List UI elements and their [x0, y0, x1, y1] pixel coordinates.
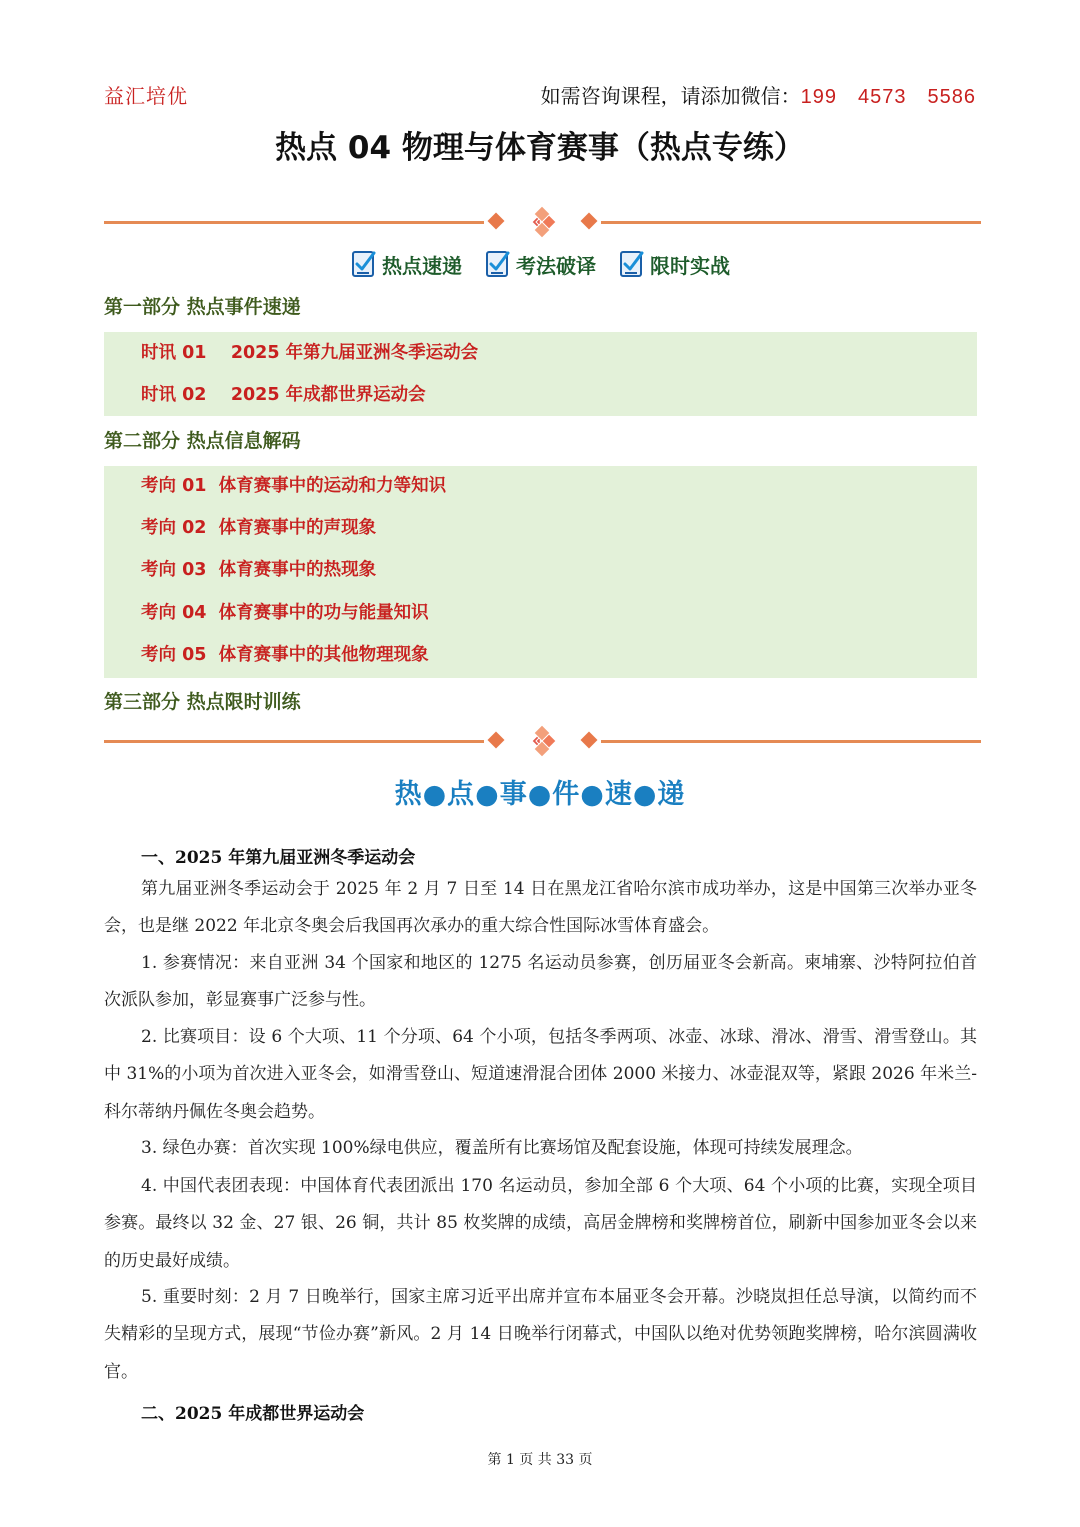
contact-info: [541, 80, 976, 109]
tag-timed-practice: [618, 248, 730, 280]
contact-label: 如需咨询课程，请添加微信：: [540, 84, 801, 108]
article-paragraph: 1. 参赛情况：来自亚洲 34 个国家和地区的 1275 名运动员参赛，创历届亚冬会新高。柬埔寨、沙特阿拉伯首次派队参加，彰显赛事广泛参与性。: [104, 953, 977, 1011]
checklist-icon: [484, 248, 514, 280]
section-title: 热●点●事●件●速●递: [394, 779, 686, 810]
tag-hot-express: [350, 248, 462, 280]
article-heading-1: 一、2025 年第九届亚洲冬季运动会: [141, 848, 416, 868]
topic-item-01[interactable]: 考向 01 体育赛事中的运动和力等知识: [141, 476, 447, 496]
article-heading-2: 二、2025 年成都世界运动会: [141, 1404, 365, 1424]
topic-item-03[interactable]: 考向 03 体育赛事中的热现象: [141, 560, 377, 580]
diamond-ornament-icon: [522, 204, 562, 240]
topic-item-04[interactable]: 考向 04 体育赛事中的功与能量知识: [141, 603, 429, 623]
tag-exam-decode: [484, 248, 596, 280]
part1-box: [104, 332, 977, 416]
checklist-icon: [350, 248, 380, 280]
article-paragraph: 2. 比赛项目：设 6 个大项、11 个分项、64 个小项，包括冬季两项、冰壶、冰球、滑冰、滑雪、滑雪登山。其中 31%的小项为首次进入亚冬会，如滑雪登山、短道速滑混合团体 2000 米接力、冰壶混双等，紧跟 2026 年米兰-科尔蒂纳丹佩佐冬奥会趋势。: [104, 1027, 977, 1122]
topic-item-02[interactable]: 考向 02 体育赛事中的声现象: [141, 518, 377, 538]
tag-label: 考法破译: [516, 253, 596, 278]
article-paragraph: 第九届亚洲冬季运动会于 2025 年 2 月 7 日至 14 日在黑龙江省哈尔滨市成功举办，这是中国第三次举办亚冬会，也是继 2022 年北京冬奥会后我国再次承办的重大综合性国际冰雪体育盛会。: [104, 879, 977, 937]
diamond-ornament-icon: [522, 723, 562, 759]
ornament-divider-bottom: [104, 729, 981, 753]
part2-box: [104, 466, 977, 678]
part3-heading[interactable]: 第三部分 热点限时训练: [104, 691, 301, 713]
page-footer: 第 1 页 共 33 页: [487, 1452, 593, 1468]
brand-name: 益汇培优: [104, 84, 188, 108]
part2-heading: 第二部分 热点信息解码: [104, 430, 301, 452]
tag-label: 热点速递: [382, 253, 462, 278]
checklist-icon: [618, 248, 648, 280]
topic-item-05[interactable]: 考向 05 体育赛事中的其他物理现象: [141, 645, 429, 665]
article-paragraph: 4. 中国代表团表现：中国体育代表团派出 170 名运动员，参加全部 6 个大项、64 个小项的比赛，实现全项目参赛。最终以 32 金、27 银、26 铜，共计 85 枚奖牌的成绩，高居金牌榜和奖牌榜首位，刷新中国参加亚冬会以来的历史最好成绩。: [104, 1176, 977, 1271]
feature-tags: [0, 248, 1080, 280]
news-item-02[interactable]: 时讯 02 2025 年成都世界运动会: [141, 385, 426, 405]
part1-heading: 第一部分 热点事件速递: [104, 296, 301, 318]
wechat-number: 199 4573 5586: [800, 86, 976, 108]
ornament-divider-top: [104, 210, 981, 234]
news-item-01[interactable]: 时讯 01 2025 年第九届亚洲冬季运动会: [141, 343, 479, 363]
tag-label: 限时实战: [650, 253, 730, 278]
document-title: 热点 04 物理与体育赛事（热点专练）: [275, 130, 805, 166]
article-paragraph: 3. 绿色办赛：首次实现 100%绿电供应，覆盖所有比赛场馆及配套设施，体现可持续发展理念。: [141, 1138, 863, 1158]
article-paragraph: 5. 重要时刻：2 月 7 日晚举行，国家主席习近平出席并宣布本届亚冬会开幕。沙晓岚担任总导演，以简约而不失精彩的呈现方式，展现“节俭办赛”新风。2 月 14 日晚举行闭幕式，中国队以绝对优势领跑奖牌榜，哈尔滨圆满收官。: [104, 1287, 977, 1382]
